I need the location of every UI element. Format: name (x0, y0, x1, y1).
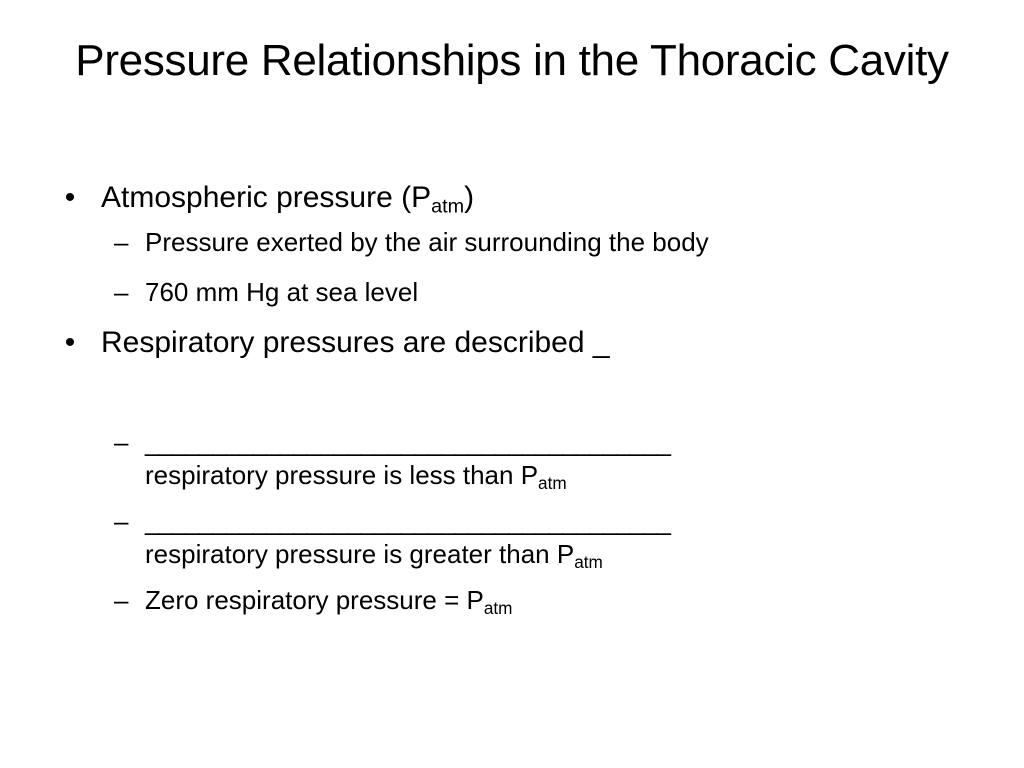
bullet-text: Atmospheric pressure (P (101, 181, 432, 214)
subscript-atm: atm (483, 597, 513, 618)
subitem-text: 760 mm Hg at sea level (145, 277, 419, 307)
subitem-text: respiratory pressure is greater than P (145, 539, 575, 569)
fill-in-blank: _______________________________________ (145, 427, 670, 457)
bullet-marker: • (64, 181, 76, 214)
subitem-text: respiratory pressure is less than P (145, 460, 539, 490)
subscript-atm: atm (431, 195, 465, 218)
bullet-atmospheric-pressure (60, 178, 960, 218)
bullet-text: Respiratory pressures are described _ (101, 326, 610, 359)
dash-marker: – (114, 506, 129, 536)
slide-content (60, 178, 960, 617)
subitem-zero-pressure (60, 584, 960, 617)
fill-in-blank: _______________________________________ (145, 506, 670, 536)
subscript-atm: atm (574, 551, 603, 572)
subscript-atm: atm (538, 472, 567, 493)
dash-marker: – (114, 585, 129, 615)
subitem-text: Pressure exerted by the air surrounding the body (145, 227, 709, 257)
bullet-marker: • (64, 326, 76, 359)
dash-marker: – (114, 427, 129, 457)
subitem-sea-level (60, 276, 960, 309)
dash-marker: – (114, 227, 129, 257)
slide-title: Pressure Relationships in the Thoracic Cavity (75, 36, 949, 85)
bullet-suffix: ) (464, 181, 475, 214)
subitem-definition (60, 226, 960, 259)
dash-marker: – (114, 277, 129, 307)
subitem-negative-pressure (60, 426, 960, 492)
subitem-text: Zero respiratory pressure = P (145, 585, 484, 615)
bullet-respiratory-pressures (60, 323, 960, 363)
subitem-positive-pressure (60, 505, 960, 571)
